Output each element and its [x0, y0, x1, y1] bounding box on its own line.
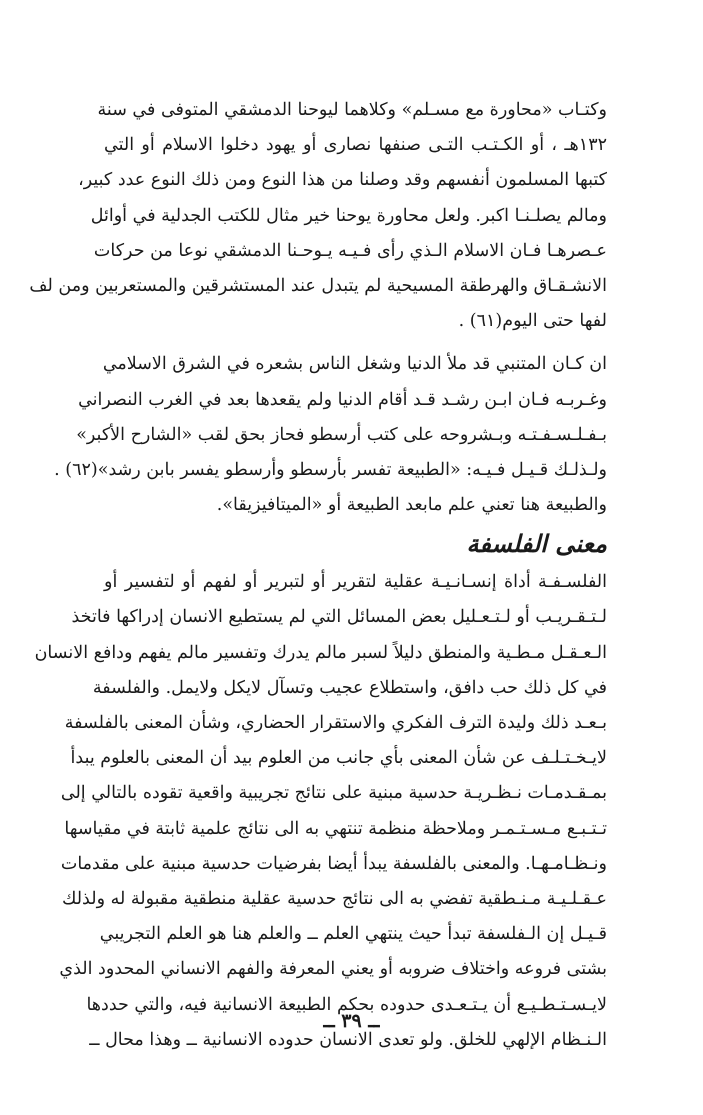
- text-line: لايـسـتـطـيـع أن يـتـعـدى حدوده بحكم الطبيعة الانسانية فيه، والتي حددها: [86, 994, 607, 1015]
- text-line: ان كـان المتنبي قد ملأ الدنيا وشغل الناس بشعره في الشرق الاسلامي: [102, 354, 607, 375]
- text-line: الفلسـفـة أداة إنسـانـيـة عقلية لتقرير أو لتبرير أو لفهم أو لتفسير أو: [104, 572, 607, 593]
- text-line: عـصرهـا فـان الاسلام الـذي رأى فـيـه يـوحـنا الدمشقي نوعا من حركات: [93, 240, 607, 261]
- text-line: ولـذلـك قـيـل فـيـه: «الطبيعة تفسر بأرسطو وأرسطو يفسر بابن رشد»(٦٢) .: [54, 459, 607, 480]
- section-heading: معنى الفلسفة: [466, 529, 607, 559]
- text-line: لفها حتى اليوم(٦١) .: [458, 311, 607, 332]
- text-line: بشتى فروعه واختلاف ضروبه أو يعني المعرفة والفهم الانساني المحدود الذي: [59, 959, 607, 980]
- text-line: وكتـاب «محاورة مع مسـلم» وكلاهما ليوحنا الدمشقي المتوفى في سنة: [97, 100, 607, 120]
- text-line: قـيـل إن الـفلسفة تبدأ حيث ينتهي العلم ــ والعلم هنا هو العلم التجريبي: [99, 924, 607, 945]
- text-line: الـنـظام الإلهي للخلق. ولو تعدى الانسان حدوده الانسانية ــ وهذا محال ــ: [89, 1029, 607, 1050]
- text-line: ونـظـامـهـا. والمعنى بالفلسفة يبدأ أيضا بفرضيات حدسية مبنية على مقدمات: [60, 853, 607, 874]
- text-line: تـتـبـع مـسـتـمـر وملاحظة منظمة تنتهي به الى نتائج علمية ثابتة في مقياسها: [64, 818, 607, 839]
- paragraph-3: [34, 565, 607, 1058]
- paragraph-1: [29, 93, 607, 339]
- text-line: والطبيعة هنا تعني علم مابعد الطبيعة أو «الميتافيزيقا».: [216, 495, 607, 516]
- text-line: بـفـلـسـفـتـه وبـشروحه على كتب أرسطو فحاز بحق لقب «الشارح الأكبر»: [76, 424, 607, 445]
- paragraph-gap: [104, 339, 607, 347]
- text-line: وغـربـه فـان ابـن رشـد قـد أقام الدنيا ولم يقعدها بعد في الغرب النصراني: [78, 389, 607, 410]
- text-line: بـعـد ذلك وليدة الترف الفكري والاستقرار الحضاري، وشأن المعنى بالفلسفة: [64, 713, 607, 733]
- text-block: [29, 93, 607, 1058]
- text-line: الـعـقـل مـطـية والمنطق دليلاً لسبر مالم يدرك وتفسير مالم يفهم ودافع الانسان: [34, 642, 607, 663]
- text-line: في كل ذلك حب دافق، واستطلاع عجيب وتسآل لايكل ولايمل. والفلسفة: [92, 677, 607, 698]
- text-line: الانشـقـاق والهرطقة المسيحية لم يتبدل عند المستشرقين والمستعربين ومن لف: [29, 275, 607, 296]
- text-line: ومالم يصلـنـا اكبر. ولعل محاورة يوحنا خير مثال للكتب الجدلية في أوائل: [90, 205, 607, 226]
- paragraph-2: [54, 347, 607, 523]
- text-line: لـتـقـريـب أو لـتـعـليل بعض المسائل التي لم يستطيع الانسان إدراكها فاتخذ: [71, 607, 607, 628]
- page-number: ــ ٣٩ ــ: [323, 1010, 380, 1032]
- text-line: لايـخـتـلـف عن شأن المعنى بأي جانب من العلوم بيد أن المعنى بالعلوم يبدأ: [70, 748, 607, 769]
- text-line: كتبها المسلمون أنفسهم وقد وصلنا من هذا النوع ومن ذلك النوع عدد كبير،: [78, 170, 607, 191]
- text-line: ١٣٢هـ ، أو الكـتـب التـى صنفها نصارى أو يهود دخلوا الاسلام أو التي: [104, 135, 607, 156]
- text-line: عـقـلـيـة مـنـطقية تفضي به الى نتائج حدسية عقلية منطقية مقبولة له ولذلك: [61, 888, 607, 909]
- text-line: بمـقـدمـات نـظـريـة حدسية مبنية على نتائج تجريبية واقعية تقوده بالتالي إلى: [60, 783, 607, 804]
